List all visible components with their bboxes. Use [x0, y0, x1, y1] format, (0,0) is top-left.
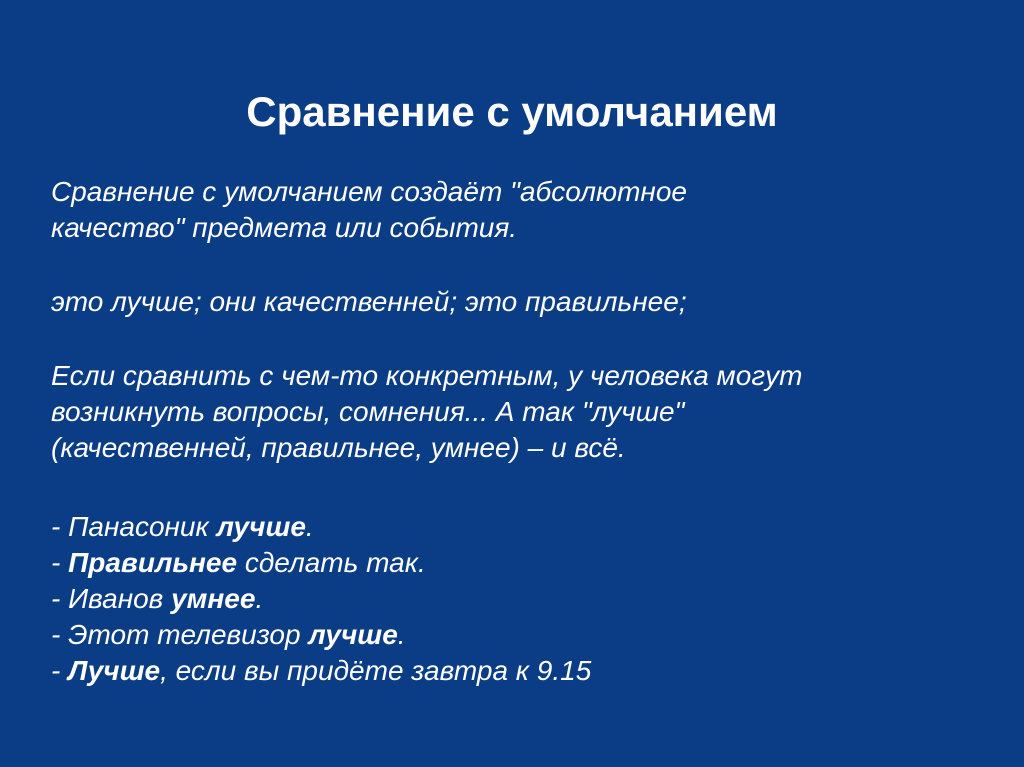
list-item-emphasis: умнее	[171, 583, 256, 614]
paragraph-line: это лучше; они качественней; это правильнее;	[51, 286, 687, 317]
list-item-text: , если вы придёте завтра к 9.15	[160, 655, 592, 686]
list-item-emphasis: Лучше	[68, 655, 161, 686]
paragraph-line: (качественней, правильнее, умнее) – и всё.	[51, 432, 626, 463]
list-item-text: - Этот телевизор	[51, 619, 309, 650]
list-item-text: сделать так.	[237, 547, 426, 578]
list-item	[51, 581, 991, 617]
paragraph-line: качество" предмета или события.	[51, 212, 518, 243]
paragraph-line: Сравнение с умолчанием создаёт "абсолютное	[51, 176, 687, 207]
paragraph-line: возникнуть вопросы, сомнения... А так "лучше"	[51, 396, 685, 427]
paragraph-explanation	[51, 358, 991, 466]
list-item-text: -	[51, 655, 69, 686]
list-item-text: - Иванов	[51, 583, 172, 614]
list-item	[51, 653, 991, 689]
paragraph-examples-inline	[51, 284, 991, 320]
list-item-text: .	[397, 619, 406, 650]
list-item-text: .	[305, 511, 314, 542]
list-item	[51, 617, 991, 653]
list-item-text: -	[51, 547, 69, 578]
slide-title: Сравнение с умолчанием	[246, 88, 778, 135]
list-item-emphasis: лучше	[308, 619, 398, 650]
list-item-emphasis: Правильнее	[68, 547, 238, 578]
list-item-emphasis: лучше	[216, 511, 306, 542]
list-item	[51, 509, 991, 545]
list-item-text: .	[255, 583, 264, 614]
paragraph-definition	[51, 174, 991, 246]
list-item-text: - Панасоник	[51, 511, 217, 542]
list-item	[51, 545, 991, 581]
examples-list	[51, 509, 991, 689]
paragraph-line: Если сравнить с чем-то конкретным, у человека могут	[51, 360, 803, 391]
